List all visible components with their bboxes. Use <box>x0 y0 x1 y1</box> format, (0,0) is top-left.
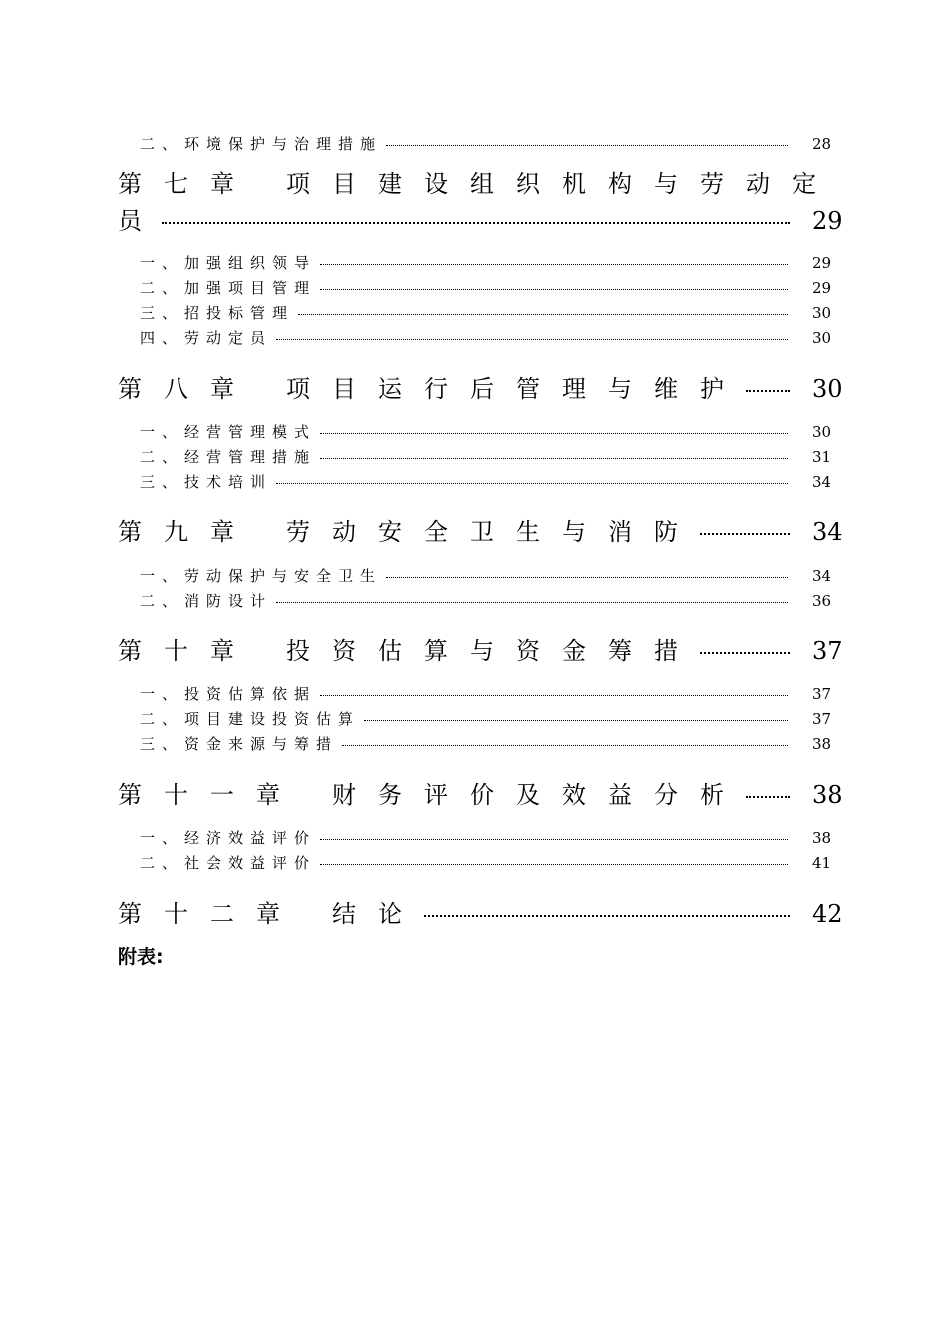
toc-entry-page: 29 <box>812 254 832 272</box>
toc-entry[interactable] <box>0 565 950 586</box>
toc-chapter-11[interactable] <box>0 775 950 810</box>
chapter-title: 劳动安全卫生与消防 <box>286 518 700 546</box>
toc-entry[interactable] <box>0 852 950 873</box>
dot-leader <box>386 144 788 146</box>
toc-entry-page: 37 <box>812 685 832 703</box>
toc-entry-label: 三、技术培训 <box>140 473 273 491</box>
toc-entry-label: 三、招投标管理 <box>140 304 295 322</box>
toc-entry-page: 30 <box>812 423 832 441</box>
toc-entry-label: 三、资金来源与筹措 <box>140 735 339 753</box>
toc-entry[interactable] <box>0 590 950 611</box>
dot-leader <box>298 313 788 315</box>
dot-leader <box>700 651 790 654</box>
chapter-label: 第十章 <box>118 637 256 665</box>
toc-entry-label: 二、社会效益评价 <box>140 854 317 872</box>
toc-entry-label: 二、加强项目管理 <box>140 279 317 297</box>
toc-entry[interactable] <box>0 327 950 348</box>
toc-entry[interactable] <box>0 252 950 273</box>
toc-entry[interactable] <box>0 471 950 492</box>
dot-leader <box>342 744 788 746</box>
chapter-label: 第十一章 <box>118 781 302 809</box>
toc-entry-label: 二、经营管理措施 <box>140 448 317 466</box>
toc-entry[interactable] <box>0 302 950 323</box>
chapter-page: 29 <box>812 207 843 235</box>
toc-chapter-12[interactable] <box>0 894 950 929</box>
toc-entry-label: 一、劳动保护与安全卫生 <box>140 567 383 585</box>
dot-leader <box>320 263 788 265</box>
chapter-label: 第八章 <box>118 375 256 403</box>
dot-leader <box>320 694 788 696</box>
chapter-page: 38 <box>812 781 843 809</box>
chapter-title: 项目运行后管理与维护 <box>286 375 746 403</box>
toc-entry-page: 34 <box>812 473 832 491</box>
toc-chapter-9[interactable] <box>0 512 950 547</box>
dot-leader <box>746 795 790 798</box>
toc-entry[interactable] <box>0 708 950 729</box>
toc-entry-label: 二、项目建设投资估算 <box>140 710 361 728</box>
chapter-title: 财务评价及效益分析 <box>332 781 746 809</box>
toc-entry-page: 37 <box>812 710 832 728</box>
toc-entry-page: 38 <box>812 829 832 847</box>
toc-entry-label: 一、投资估算依据 <box>140 685 317 703</box>
toc-entry-page: 28 <box>812 135 832 153</box>
toc-entry-page: 31 <box>812 448 832 466</box>
chapter-title: 结论 <box>332 900 424 928</box>
toc-entry-label: 二、环境保护与治理措施 <box>140 135 383 153</box>
dot-leader <box>386 576 788 578</box>
chapter-title-continued: 员 <box>118 207 142 235</box>
toc-chapter-10[interactable] <box>0 631 950 666</box>
toc-chapter-8[interactable] <box>0 369 950 404</box>
toc-entry-page: 30 <box>812 329 832 347</box>
toc-entry[interactable] <box>0 683 950 704</box>
dot-leader <box>700 532 790 535</box>
toc-entry[interactable] <box>0 446 950 467</box>
toc-entry-page: 36 <box>812 592 832 610</box>
toc-entry-page: 34 <box>812 567 832 585</box>
toc-entry[interactable] <box>0 277 950 298</box>
dot-leader <box>320 288 788 290</box>
appendix-label: 附表: <box>118 946 164 968</box>
dot-leader <box>276 601 788 603</box>
toc-entry-label: 一、加强组织领导 <box>140 254 317 272</box>
toc-entry-label: 一、经济效益评价 <box>140 829 317 847</box>
toc-entry-label: 二、消防设计 <box>140 592 273 610</box>
chapter-label: 第九章 <box>118 518 256 546</box>
chapter-title: 投资估算与资金筹措 <box>286 637 700 665</box>
dot-leader <box>162 221 790 224</box>
chapter-page: 37 <box>812 637 843 665</box>
dot-leader <box>424 914 790 917</box>
toc-entry[interactable] <box>0 827 950 848</box>
toc-chapter-7-continued[interactable] <box>0 201 950 236</box>
chapter-title: 项目建设组织机构与劳动定 <box>286 170 838 198</box>
toc-entry[interactable] <box>0 133 950 154</box>
toc-entry[interactable] <box>0 733 950 754</box>
chapter-page: 34 <box>812 518 843 546</box>
toc-entry-page: 38 <box>812 735 832 753</box>
dot-leader <box>276 482 788 484</box>
toc-chapter-7[interactable] <box>0 164 950 199</box>
toc-entry-page: 29 <box>812 279 832 297</box>
toc-entry-page: 30 <box>812 304 832 322</box>
dot-leader <box>364 719 788 721</box>
toc-entry-label: 一、经营管理模式 <box>140 423 317 441</box>
chapter-label: 第七章 <box>118 170 256 198</box>
dot-leader <box>320 457 788 459</box>
toc-entry-page: 41 <box>812 854 832 872</box>
dot-leader <box>320 863 788 865</box>
dot-leader <box>320 432 788 434</box>
dot-leader <box>746 389 790 392</box>
toc-entry-label: 四、劳动定员 <box>140 329 273 347</box>
toc-entry[interactable] <box>0 421 950 442</box>
chapter-label: 第十二章 <box>118 900 302 928</box>
dot-leader <box>276 338 788 340</box>
chapter-page: 30 <box>812 375 843 403</box>
chapter-page: 42 <box>812 900 843 928</box>
dot-leader <box>320 838 788 840</box>
